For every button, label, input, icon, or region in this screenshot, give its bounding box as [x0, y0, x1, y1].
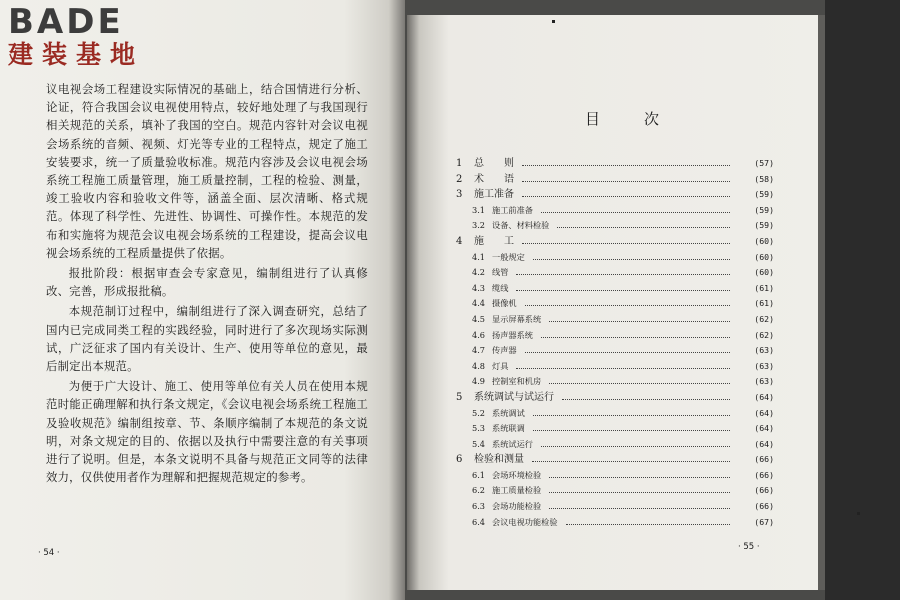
toc-entry-number: 5: [456, 391, 463, 403]
toc-entry-title: 系统试运行: [492, 438, 533, 449]
toc-leader-dots: [566, 515, 730, 525]
toc-entry-title: 线管: [492, 267, 509, 278]
toc-entry-page: (62): [754, 313, 774, 324]
toc-leader-dots: [522, 172, 730, 182]
toc-entry: [456, 203, 774, 219]
toc-entry: [456, 483, 774, 499]
paragraph: 本规范制订过程中，编制组进行了深入调查研究，总结了国内已完成同类工程的实践经验，同时进行了多次现场实际测试，广泛征求了国内有关设计、生产、使用等单位的意见，最后制定出本规范。: [46, 304, 368, 374]
toc-leader-dots: [557, 218, 730, 228]
toc-entry-number: 3: [456, 189, 463, 201]
toc-entry-number: 6.3: [472, 501, 486, 512]
toc-entry-number: 4.5: [472, 313, 486, 324]
toc-entry-page: (66): [754, 485, 774, 496]
toc-leader-dots: [516, 281, 730, 291]
toc-entry-number: 5.4: [472, 438, 486, 449]
toc-leader-dots: [549, 374, 730, 384]
toc-entry-number: 6.1: [472, 469, 486, 480]
toc-heading-char: 次: [644, 110, 662, 128]
toc-entry-title: 施 工: [474, 235, 514, 247]
toc-leader-dots: [549, 312, 730, 322]
toc-entry-page: (64): [754, 423, 774, 434]
paragraph: 为便于广大设计、施工、使用等单位有关人员在使用本规范时能正确理解和执行条文规定，《会议电视会场系统工程施工及验收规范》编制组按章、节、条顺序编制了本规范的条文说明，对条文规定的目的、依据以及执行中需要注意的有关事项进行了说明。但是，本条文说明不具备与规范正文同等的法律效力，仅供使用者作为理解和把握规范规定的参考。: [46, 379, 368, 485]
toc-entry-page: (58): [754, 173, 774, 184]
toc-entry-number: 5.3: [472, 423, 486, 434]
toc-leader-dots: [533, 250, 730, 260]
toc-leader-dots: [516, 359, 730, 369]
toc-entry: [456, 172, 774, 188]
toc-entry-page: (61): [754, 282, 774, 293]
toc-entry-page: (67): [754, 516, 774, 527]
paragraph: 议电视会场工程建设实际情况的基础上，结合国情进行分析、论证，符合我国会议电视使用特点，较好地处理了与我国现行相关规范的关系，填补了我国的空白。规范内容针对会议电视会场系统的音频、视频、灯光等专业的工程特点，规定了施工安装要求，统一了质量验收标准。规范内容涉及会议电视会场系统工程施工质量管理，施工质量控制，工程的检验、测量，竣工验收内容和验收文件等，涵盖全面、层次清晰、格式规范。体现了科学性、先进性、协调性、可操作性。本规范的发布和实施将为规范会议电视会场系统的工程建设，提高会议电视会场系统的工程质量提供了依据。: [46, 82, 368, 260]
toc-entry-title: 施工前准备: [492, 204, 533, 215]
table-of-contents: [456, 156, 774, 530]
toc-entry: [456, 265, 774, 281]
toc-heading-char: 目: [585, 110, 603, 128]
toc-entry-number: 4.4: [472, 298, 486, 309]
toc-entry-page: (66): [754, 454, 774, 465]
left-page-body: [46, 80, 368, 486]
watermark-logo: [8, 4, 178, 70]
toc-entry-title: 设备、材料检验: [492, 220, 550, 231]
toc-leader-dots: [541, 437, 730, 447]
toc-entry: [456, 452, 774, 468]
toc-leader-dots: [516, 265, 730, 275]
toc-entry-title: 总 则: [474, 158, 514, 169]
toc-entry-title: 摄像机: [492, 298, 517, 309]
toc-entry-number: 4.6: [472, 329, 486, 340]
toc-entry-title: 施工质量检验: [492, 485, 542, 496]
toc-entry-number: 3.2: [472, 220, 486, 231]
toc-entry-page: (59): [754, 220, 774, 231]
toc-entry: [456, 515, 774, 531]
toc-entry: [456, 156, 774, 172]
toc-entry: [456, 328, 774, 344]
toc-leader-dots: [541, 328, 730, 338]
toc-entry: [456, 421, 774, 437]
paragraph: 报批阶段：根据审查会专家意见，编制组进行了认真修改、完善，形成报批稿。: [46, 266, 368, 299]
logo-subtitle: 建装基地: [8, 40, 145, 69]
toc-leader-dots: [522, 234, 730, 244]
toc-entry-number: 4.9: [472, 376, 486, 387]
toc-entry-number: 6: [456, 454, 463, 466]
toc-entry: [456, 374, 774, 390]
toc-entry-page: (61): [754, 298, 774, 309]
logo-wordmark: BADE: [8, 2, 124, 42]
toc-entry: [456, 390, 774, 406]
toc-leader-dots: [541, 203, 730, 213]
toc-entry-page: (59): [754, 204, 774, 215]
toc-entry-page: (64): [754, 438, 774, 449]
toc-entry-title: 检验和测量: [474, 454, 524, 466]
toc-entry-title: 术 语: [474, 173, 514, 185]
toc-entry-page: (66): [754, 501, 774, 512]
toc-entry: [456, 281, 774, 297]
toc-entry: [456, 187, 774, 203]
toc-entry: [456, 406, 774, 422]
toc-entry-title: 灯具: [492, 360, 509, 371]
toc-entry-number: 1: [456, 158, 463, 169]
toc-heading: [585, 108, 661, 129]
toc-entry-number: 4.2: [472, 267, 486, 278]
toc-entry: [456, 359, 774, 375]
toc-entry-title: 会议电视功能检验: [492, 516, 558, 527]
toc-entry-number: 6.2: [472, 485, 486, 496]
toc-entry: [456, 343, 774, 359]
toc-entry-page: (60): [754, 251, 774, 262]
toc-leader-dots: [549, 483, 730, 493]
toc-leader-dots: [525, 296, 730, 306]
scan-speck: [857, 512, 860, 515]
right-page-number: · 55 ·: [738, 542, 760, 552]
toc-entry-title: 系统调试与试运行: [474, 391, 554, 403]
toc-entry-page: (66): [754, 469, 774, 480]
toc-leader-dots: [549, 499, 730, 509]
scanner-border: [825, 0, 900, 600]
toc-leader-dots: [525, 343, 730, 353]
toc-entry-page: (59): [754, 189, 774, 200]
toc-leader-dots: [533, 406, 730, 416]
toc-entry-number: 2: [456, 173, 463, 185]
toc-entry: [456, 234, 774, 250]
toc-entry-number: 4: [456, 235, 463, 247]
toc-entry-number: 4.8: [472, 360, 486, 371]
toc-entry: [456, 468, 774, 484]
toc-entry: [456, 250, 774, 266]
toc-leader-dots: [532, 452, 730, 462]
toc-entry-page: (64): [754, 407, 774, 418]
toc-entry-title: 扬声器系统: [492, 329, 533, 340]
toc-leader-dots: [562, 390, 730, 400]
toc-entry-title: 一般规定: [492, 251, 525, 262]
toc-entry-title: 缆线: [492, 282, 509, 293]
toc-entry-page: (62): [754, 329, 774, 340]
toc-entry: [456, 499, 774, 515]
toc-entry-title: 系统联调: [492, 423, 525, 434]
toc-entry-page: (60): [754, 267, 774, 278]
toc-entry-number: 4.3: [472, 282, 486, 293]
toc-entry-title: 施工准备: [474, 189, 514, 201]
toc-entry-title: 显示屏幕系统: [492, 313, 542, 324]
toc-entry-title: 控制室和机房: [492, 376, 542, 387]
toc-entry-title: 系统调试: [492, 407, 525, 418]
scan-speck: [552, 20, 555, 23]
toc-entry-number: 4.7: [472, 345, 486, 356]
toc-entry-number: 4.1: [472, 251, 486, 262]
toc-entry: [456, 312, 774, 328]
toc-entry-page: (60): [754, 235, 774, 246]
toc-entry-page: (63): [754, 345, 774, 356]
toc-entry: [456, 218, 774, 234]
toc-entry-title: 传声器: [492, 345, 517, 356]
left-page-number: · 54 ·: [38, 548, 60, 558]
toc-entry-title: 会场功能检验: [492, 501, 542, 512]
toc-entry-page: (63): [754, 360, 774, 371]
toc-entry-title: 会场环境检验: [492, 469, 542, 480]
toc-entry-number: 5.2: [472, 407, 486, 418]
toc-leader-dots: [549, 468, 730, 478]
toc-entry: [456, 296, 774, 312]
toc-entry: [456, 437, 774, 453]
toc-leader-dots: [533, 421, 730, 431]
toc-leader-dots: [522, 156, 730, 166]
toc-leader-dots: [522, 187, 730, 197]
toc-entry-number: 6.4: [472, 516, 486, 527]
toc-entry-page: (57): [754, 158, 774, 168]
toc-entry-page: (63): [754, 376, 774, 387]
toc-entry-number: 3.1: [472, 204, 486, 215]
toc-entry-page: (64): [754, 391, 774, 402]
